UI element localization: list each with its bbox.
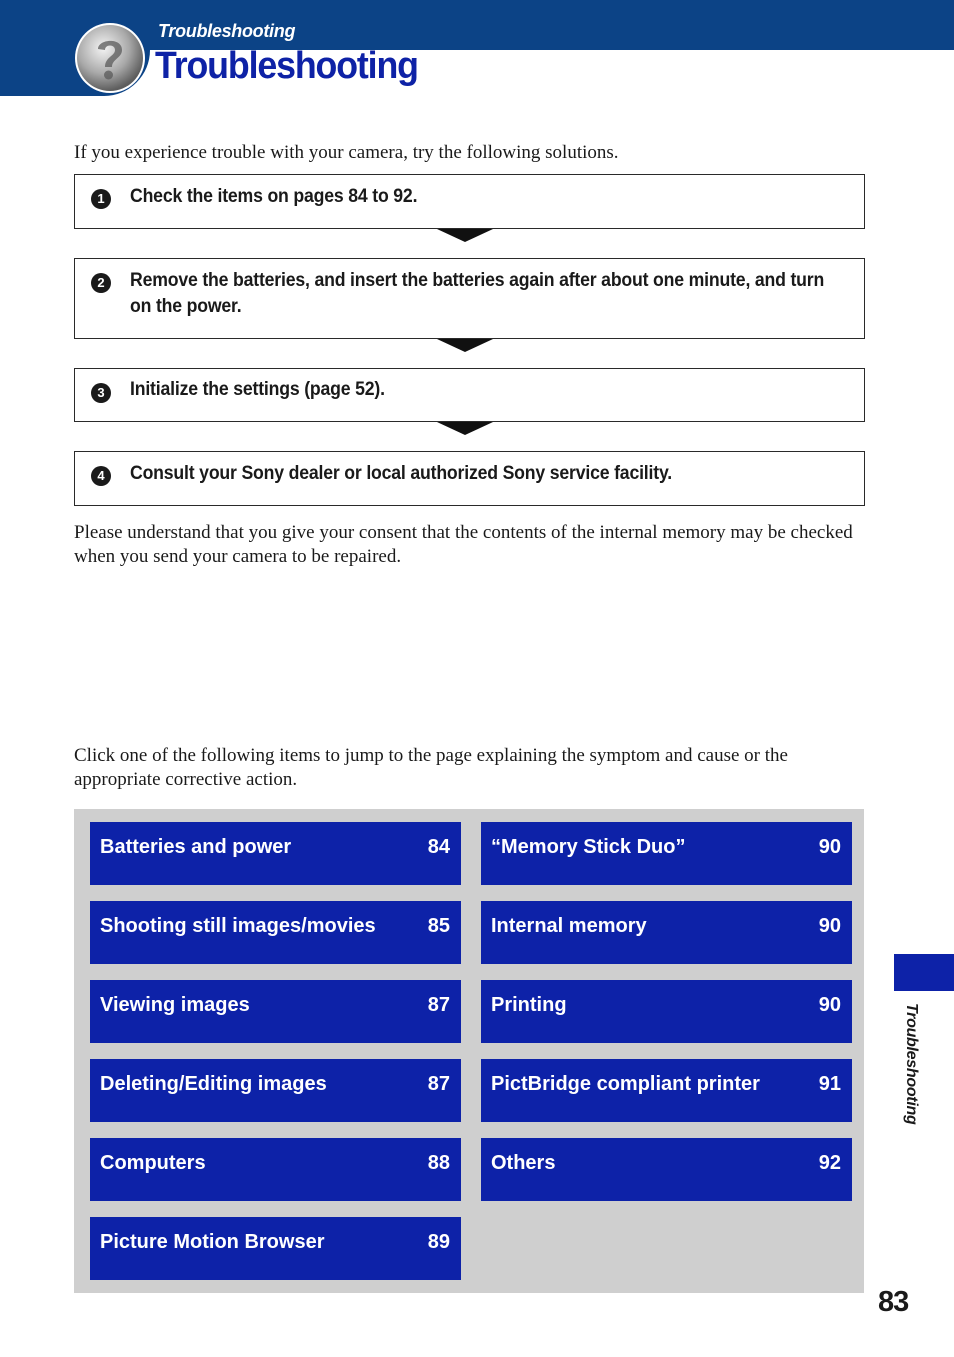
link-page: 84 [427, 836, 450, 858]
step-3-box [74, 368, 865, 422]
link-page: 91 [818, 1073, 841, 1095]
arrow-down-icon [437, 422, 493, 435]
link-deleting-editing[interactable] [90, 1059, 461, 1122]
link-page: 92 [818, 1152, 841, 1174]
step-4-number: 4 [91, 466, 111, 486]
step-2-number: 2 [91, 273, 111, 293]
link-label: “Memory Stick Duo” [491, 836, 686, 858]
link-others[interactable] [481, 1138, 852, 1201]
link-batteries-and-power[interactable] [90, 822, 461, 885]
step-4-text: Consult your Sony dealer or local authorized Sony service facility. [130, 463, 673, 484]
link-memory-stick-duo[interactable] [481, 822, 852, 885]
link-internal-memory[interactable] [481, 901, 852, 964]
step-4-box [74, 451, 865, 506]
link-label: Printing [491, 994, 567, 1016]
link-shooting[interactable] [90, 901, 461, 964]
link-label: PictBridge compliant printer [491, 1073, 760, 1095]
intro-text: If you experience trouble with your camera, try the following solutions. [74, 142, 619, 163]
step-1-box [74, 174, 865, 229]
link-page: 90 [818, 915, 841, 937]
page-number: 83 [878, 1286, 909, 1318]
link-printing[interactable] [481, 980, 852, 1043]
arrow-down-icon [437, 229, 493, 242]
step-2-text: Remove the batteries, and insert the batteries again after about one minute, and turn on the power. [130, 270, 825, 317]
link-label: Shooting still images/movies [100, 915, 376, 937]
link-page: 85 [427, 915, 450, 937]
step-1-number: 1 [91, 189, 111, 209]
link-page: 90 [818, 836, 841, 858]
page-title: Troubleshooting [155, 45, 418, 87]
link-computers[interactable] [90, 1138, 461, 1201]
step-3-number: 3 [91, 383, 111, 403]
link-label: Viewing images [100, 994, 250, 1016]
links-intro: Click one of the following items to jump to the page explaining the symptom and cause or the appropriate corrective action. [74, 745, 788, 790]
question-mark-icon [74, 22, 146, 94]
link-page: 88 [427, 1152, 450, 1174]
link-label: Picture Motion Browser [100, 1231, 325, 1253]
link-viewing-images[interactable] [90, 980, 461, 1043]
link-label: Internal memory [491, 915, 647, 937]
link-page: 90 [818, 994, 841, 1016]
link-page: 87 [427, 994, 450, 1016]
consent-note: Please understand that you give your consent that the contents of the internal memory may be checked when you send your camera to be repaired. [74, 522, 853, 567]
link-page: 89 [427, 1231, 450, 1253]
step-1-text: Check the items on pages 84 to 92. [130, 186, 418, 207]
link-label: Computers [100, 1152, 206, 1174]
link-label: Others [491, 1152, 556, 1174]
side-tab-label: Troubleshooting [903, 1003, 920, 1125]
section-label: Troubleshooting [158, 21, 296, 41]
link-label: Batteries and power [100, 836, 292, 858]
link-picture-motion-browser[interactable] [90, 1217, 461, 1280]
arrow-down-icon [437, 339, 493, 352]
side-tab-marker [894, 954, 954, 991]
step-2-box [74, 258, 865, 339]
link-label: Deleting/Editing images [100, 1073, 327, 1095]
symptom-links-panel [74, 809, 864, 1293]
link-pictbridge-printer[interactable] [481, 1059, 852, 1122]
link-page: 87 [427, 1073, 450, 1095]
step-3-text: Initialize the settings (page 52). [130, 379, 385, 400]
